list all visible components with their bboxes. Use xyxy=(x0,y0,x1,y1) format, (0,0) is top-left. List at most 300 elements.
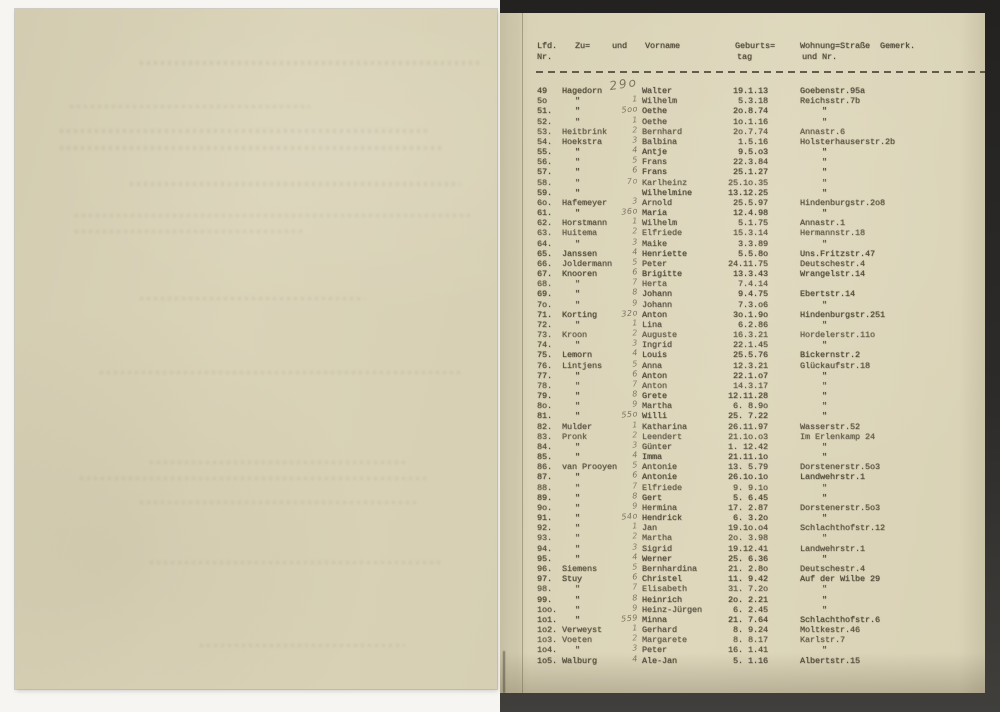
address-cell: Hindenburgstr.251 xyxy=(800,309,886,320)
header-lfd: Lfd. xyxy=(537,41,558,51)
firstname-cell: Gert xyxy=(642,492,663,503)
pencil-mark: 1 xyxy=(631,318,639,328)
bleedthrough-smudge xyxy=(150,561,440,564)
firstname-cell: Imma xyxy=(642,452,663,463)
pencil-mark: 32o xyxy=(620,307,639,319)
pencil-mark: 4 xyxy=(631,653,639,664)
row-number: 69. xyxy=(537,289,553,300)
birthdate-cell: 25. 7.22 xyxy=(727,411,768,422)
birthdate-cell: 2o.7.74 xyxy=(732,126,768,137)
surname-cell: " xyxy=(575,340,581,351)
row-number: 73. xyxy=(537,330,553,341)
row-number: 75. xyxy=(537,350,553,361)
firstname-cell: Anton xyxy=(642,309,668,320)
table-row xyxy=(500,513,985,523)
row-number: 97. xyxy=(537,574,553,585)
table-row xyxy=(500,391,985,401)
birthdate-cell: 12.11.28 xyxy=(727,391,768,402)
address-cell: Bickernstr.2 xyxy=(800,350,861,361)
birthdate-cell: 21.1o.o3 xyxy=(727,431,768,442)
address-cell: Wrangelstr.14 xyxy=(800,269,866,280)
pencil-mark: 1 xyxy=(631,623,639,633)
pencil-mark: 3 xyxy=(631,135,639,145)
row-number: 72. xyxy=(537,319,553,330)
table-row xyxy=(500,106,985,116)
surname-cell: Lemorn xyxy=(562,350,593,361)
address-cell: " xyxy=(822,492,828,503)
surname-cell: " xyxy=(575,370,581,381)
surname-cell: Pronk xyxy=(562,431,588,442)
birthdate-cell: 17. 2.87 xyxy=(727,502,768,513)
birthdate-cell: 5. 1.16 xyxy=(732,655,768,666)
row-number: 66. xyxy=(537,258,553,269)
bleedthrough-smudge xyxy=(140,61,480,65)
table-row xyxy=(500,137,985,147)
pencil-mark: 7 xyxy=(631,379,639,389)
surname-cell: " xyxy=(575,604,581,615)
row-number: 9o. xyxy=(537,502,553,513)
firstname-cell: Ingrid xyxy=(642,340,673,351)
table-row xyxy=(500,188,985,198)
pencil-mark: 5 xyxy=(631,460,639,470)
row-number: 7o. xyxy=(537,299,553,310)
surname-cell: " xyxy=(575,472,581,483)
row-number: 53. xyxy=(537,126,553,137)
firstname-cell: Antonie xyxy=(642,472,678,483)
surname-cell: " xyxy=(575,584,581,595)
firstname-cell: Elfriede xyxy=(642,228,683,239)
birthdate-cell: 3o.1.9o xyxy=(732,309,768,320)
address-cell: Wasserstr.52 xyxy=(800,421,861,432)
surname-cell: Voeten xyxy=(562,635,593,646)
address-cell: Goebenstr.95a xyxy=(800,86,866,96)
surname-cell: " xyxy=(575,238,581,249)
address-cell: " xyxy=(822,533,828,544)
surname-cell: " xyxy=(575,645,581,656)
row-number: 52. xyxy=(537,116,553,127)
row-number: 88. xyxy=(537,482,553,493)
surname-cell: Hafemeyer xyxy=(562,197,608,208)
birthdate-cell: 19.12.41 xyxy=(727,543,768,554)
table-row xyxy=(500,541,985,554)
pencil-mark: 5 xyxy=(631,358,639,369)
firstname-cell: Wilhelmine xyxy=(642,187,693,198)
header-wohnung-strasse: Wohnung=Straße xyxy=(800,41,871,51)
row-number: 99. xyxy=(537,594,553,605)
firstname-cell: Johann xyxy=(642,299,673,310)
firstname-cell: Anton xyxy=(642,380,668,391)
firstname-cell: Arnold xyxy=(642,197,673,208)
surname-cell: " xyxy=(575,411,581,422)
firstname-cell: Antje xyxy=(642,147,668,158)
surname-cell: " xyxy=(575,533,581,544)
address-cell: " xyxy=(822,594,828,605)
surname-cell: Knooren xyxy=(562,269,598,280)
table-row xyxy=(500,147,985,157)
bleedthrough-smudge xyxy=(140,501,420,504)
table-row xyxy=(500,208,985,218)
table-row xyxy=(500,592,985,605)
surname-cell: Joldermann xyxy=(562,258,613,269)
firstname-cell: Hendrick xyxy=(642,513,683,524)
birthdate-cell: 19.1o.o4 xyxy=(727,523,768,534)
address-cell: Auf der Wilbe 29 xyxy=(800,574,881,585)
birthdate-cell: 7.3.o6 xyxy=(737,299,768,310)
surname-cell: Mulder xyxy=(562,421,593,432)
table-row xyxy=(500,602,985,615)
surname-cell: " xyxy=(575,401,581,412)
address-cell: " xyxy=(822,401,828,412)
firstname-cell: Sigrid xyxy=(642,543,673,554)
table-row xyxy=(500,368,985,381)
surname-cell: Heitbrink xyxy=(562,126,608,137)
surname-cell: " xyxy=(575,523,581,534)
surname-cell: " xyxy=(575,553,581,564)
firstname-cell: Oethe xyxy=(642,106,668,117)
surname-cell: " xyxy=(575,96,581,107)
birthdate-cell: 6.2.86 xyxy=(737,319,768,330)
row-number: 1oo. xyxy=(537,604,558,615)
firstname-cell: Lina xyxy=(642,319,663,330)
birthdate-cell: 16. 1.41 xyxy=(727,645,768,656)
birthdate-cell: 2o. 3.98 xyxy=(727,533,768,544)
pencil-mark: 7 xyxy=(631,480,639,491)
firstname-cell: Walter xyxy=(642,86,673,96)
birthdate-cell: 12.3.21 xyxy=(732,360,768,371)
address-cell: Hordelerstr.11o xyxy=(800,330,876,341)
address-cell: " xyxy=(822,604,828,615)
firstname-cell: Martha xyxy=(642,533,673,544)
bleedthrough-smudge xyxy=(150,461,405,464)
surname-cell: " xyxy=(575,391,581,402)
row-number: 79. xyxy=(537,391,553,402)
table-row xyxy=(500,653,985,666)
header-nr: Nr. xyxy=(537,52,553,62)
table-row xyxy=(500,564,985,574)
pencil-mark: 4 xyxy=(631,552,639,562)
firstname-cell: Ale-Jan xyxy=(642,655,678,666)
row-number: 1o3. xyxy=(537,635,558,646)
address-cell: " xyxy=(822,380,828,391)
firstname-cell: Louis xyxy=(642,350,668,361)
firstname-cell: Leendert xyxy=(642,431,683,442)
table-row xyxy=(500,358,985,371)
address-cell: Landwehrstr.1 xyxy=(800,472,866,483)
row-number: 86. xyxy=(537,462,553,473)
birthdate-cell: 25.5.97 xyxy=(732,197,768,208)
table-row xyxy=(500,574,985,584)
birthdate-cell: 2o.8.74 xyxy=(732,106,768,117)
birthdate-cell: 21. 2.8o xyxy=(727,563,768,574)
surname-cell: " xyxy=(575,594,581,605)
address-cell: " xyxy=(822,553,828,564)
row-number: 1o4. xyxy=(537,645,558,656)
row-number: 76. xyxy=(537,360,553,371)
firstname-cell: Elfriede xyxy=(642,482,683,493)
address-cell: Dorstenerstr.5o3 xyxy=(800,502,881,513)
firstname-cell: Gerhard xyxy=(642,625,678,635)
pencil-mark: 6 xyxy=(631,470,639,481)
row-number: 74. xyxy=(537,340,553,351)
row-number: 58. xyxy=(537,177,553,188)
surname-cell: Stuy xyxy=(562,574,583,585)
table-row xyxy=(500,307,985,320)
pencil-mark: 1 xyxy=(631,419,639,430)
firstname-cell: Heinrich xyxy=(642,594,683,605)
surname-cell: " xyxy=(575,492,581,503)
pencil-mark: 2 xyxy=(631,633,639,643)
pencil-mark: 36o xyxy=(620,206,639,217)
firstname-cell: Henriette xyxy=(642,248,688,259)
pencil-mark: 559 xyxy=(620,613,639,624)
surname-cell: " xyxy=(575,157,581,168)
pencil-mark: 2 xyxy=(631,124,639,135)
surname-cell: Walburg xyxy=(562,655,598,666)
header-zuname: Zu= xyxy=(575,41,591,51)
firstname-cell: Karlheinz xyxy=(642,177,688,188)
birthdate-cell: 1. 12.42 xyxy=(727,441,768,452)
row-number: 89. xyxy=(537,492,553,503)
row-number: 96. xyxy=(537,563,553,574)
table-row xyxy=(500,228,985,238)
birthdate-cell: 2o. 2.21 xyxy=(727,594,768,605)
firstname-cell: Hermina xyxy=(642,502,678,513)
pencil-mark: 2 xyxy=(631,429,639,440)
surname-cell: " xyxy=(575,441,581,452)
firstname-cell: Christel xyxy=(642,574,683,585)
bleedthrough-smudge xyxy=(80,477,430,480)
row-number: 1o5. xyxy=(537,655,558,666)
birthdate-cell: 14.3.17 xyxy=(732,380,768,391)
address-cell: Annastr.1 xyxy=(800,218,846,229)
row-number: 78. xyxy=(537,380,553,391)
address-cell: Im Erlenkamp 24 xyxy=(800,431,876,442)
bleedthrough-smudge xyxy=(200,644,405,647)
surname-cell: " xyxy=(575,319,581,330)
firstname-cell: Frans xyxy=(642,167,668,178)
birthdate-cell: 31. 7.2o xyxy=(727,584,768,595)
row-number: 51. xyxy=(537,106,553,117)
birthdate-cell: 13. 5.79 xyxy=(727,462,768,473)
row-number: 56. xyxy=(537,157,553,168)
table-row xyxy=(500,269,985,279)
address-cell: " xyxy=(822,299,828,310)
pencil-mark: 6 xyxy=(631,165,639,176)
table-row xyxy=(500,452,985,462)
address-cell: Annastr.6 xyxy=(800,126,846,137)
birthdate-cell: 24.11.75 xyxy=(727,258,768,269)
firstname-cell: Wilhelm xyxy=(642,218,678,229)
birthdate-cell: 5. 6.45 xyxy=(732,492,768,503)
row-number: 68. xyxy=(537,279,553,290)
bleedthrough-smudge xyxy=(140,297,365,300)
birthdate-cell: 13.12.25 xyxy=(727,187,768,198)
row-number: 92. xyxy=(537,523,553,534)
pencil-mark: 3 xyxy=(631,236,639,247)
firstname-cell: Peter xyxy=(642,258,668,269)
firstname-cell: Bernhard xyxy=(642,126,683,137)
table-row xyxy=(500,584,985,594)
address-cell: Deutschestr.4 xyxy=(800,258,866,269)
row-number: 6o. xyxy=(537,197,553,208)
pencil-mark: 9 xyxy=(631,399,639,409)
pencil-mark: 5oo xyxy=(621,104,639,115)
address-cell: " xyxy=(822,452,828,463)
row-number: 83. xyxy=(537,431,553,442)
address-cell: " xyxy=(822,167,828,178)
address-cell: Moltkestr.46 xyxy=(800,625,861,635)
table-row xyxy=(500,350,985,360)
row-number: 65. xyxy=(537,248,553,259)
birthdate-cell: 9.4.75 xyxy=(737,289,768,300)
address-cell: " xyxy=(822,584,828,595)
pencil-mark: 3 xyxy=(631,643,639,653)
firstname-cell: Katharina xyxy=(642,421,688,432)
pencil-mark: 5 xyxy=(631,257,639,267)
pencil-mark: 6 xyxy=(631,572,639,582)
firstname-cell: Oethe xyxy=(642,116,668,127)
pencil-mark: 1 xyxy=(631,94,639,104)
pencil-mark: 8 xyxy=(631,287,639,298)
birthdate-cell: 21.11.1o xyxy=(727,452,768,463)
table-row xyxy=(500,157,985,167)
address-cell: Landwehrstr.1 xyxy=(800,543,866,554)
table-row xyxy=(500,419,985,432)
surname-cell: " xyxy=(575,106,581,117)
firstname-cell: Balbina xyxy=(642,136,678,147)
row-number: 71. xyxy=(537,309,553,320)
birthdate-cell: 22.1.45 xyxy=(732,340,768,351)
table-row xyxy=(500,401,985,411)
bleedthrough-smudge xyxy=(60,129,430,133)
pencil-mark: 4 xyxy=(631,450,639,460)
address-cell: Ebertstr.14 xyxy=(800,289,856,300)
firstname-cell: Willi xyxy=(642,411,668,422)
address-cell: " xyxy=(822,177,828,188)
bleedthrough-smudge xyxy=(60,146,445,150)
birthdate-cell: 5.1.75 xyxy=(737,218,768,229)
birthdate-cell: 9. 9.1o xyxy=(732,482,768,493)
register-page xyxy=(500,13,985,693)
table-row xyxy=(500,462,985,472)
pencil-mark: 5 xyxy=(631,562,639,572)
surname-cell: " xyxy=(575,502,581,513)
birthdate-cell: 26.11.97 xyxy=(727,421,768,432)
firstname-cell: Brigitte xyxy=(642,269,683,280)
birthdate-cell: 25.1.27 xyxy=(732,167,768,178)
birthdate-cell: 25.5.76 xyxy=(732,350,768,361)
row-number: 61. xyxy=(537,208,553,219)
surname-cell: " xyxy=(575,482,581,493)
row-number: 85. xyxy=(537,452,553,463)
bleedthrough-smudge xyxy=(75,230,305,233)
birthdate-cell: 19.1.13 xyxy=(732,86,768,96)
table-row xyxy=(500,533,985,543)
birthdate-cell: 22.3.84 xyxy=(732,157,768,168)
birthdate-cell: 15.3.14 xyxy=(732,228,768,239)
address-cell: " xyxy=(822,441,828,452)
birthdate-cell: 3.3.89 xyxy=(737,238,768,249)
firstname-cell: Peter xyxy=(642,645,668,656)
address-cell: Uns.Fritzstr.47 xyxy=(800,248,876,259)
address-cell: Schlachthofstr.12 xyxy=(800,523,886,534)
surname-cell: " xyxy=(575,289,581,300)
table-row xyxy=(500,114,985,127)
table-row xyxy=(500,289,985,299)
pencil-mark: 2 xyxy=(631,226,639,237)
pencil-mark: 3 xyxy=(631,338,639,348)
birthdate-cell: 1.5.16 xyxy=(737,136,768,147)
surname-cell: " xyxy=(575,187,581,198)
table-row xyxy=(500,635,985,645)
firstname-cell: Elisabeth xyxy=(642,584,688,595)
table-row xyxy=(500,124,985,137)
address-cell: " xyxy=(822,411,828,422)
row-number: 57. xyxy=(537,167,553,178)
address-cell: " xyxy=(822,147,828,158)
pencil-mark: 4 xyxy=(631,145,639,155)
bleedthrough-smudge xyxy=(70,105,310,108)
birthdate-cell: 13.3.43 xyxy=(732,269,768,280)
pencil-mark: 1 xyxy=(631,521,639,531)
pencil-mark: 7 xyxy=(631,582,639,592)
birthdate-cell: 6. 3.2o xyxy=(732,513,768,524)
row-number: 8o. xyxy=(537,401,553,412)
birthdate-cell: 26.1o.1o xyxy=(727,472,768,483)
pencil-mark: 2 xyxy=(631,531,639,542)
surname-cell: " xyxy=(575,208,581,219)
pencil-mark: 4 xyxy=(631,348,639,359)
header-vorname: Vorname xyxy=(645,41,681,51)
birthdate-cell: 12.4.98 xyxy=(732,208,768,219)
pencil-mark: 29o xyxy=(608,74,639,94)
firstname-cell: Anna xyxy=(642,360,663,371)
birthdate-cell: 25.1o.35 xyxy=(727,177,768,188)
surname-cell: " xyxy=(575,279,581,290)
birthdate-cell: 16.3.21 xyxy=(732,330,768,341)
header-bemerkung: Gemerk. xyxy=(880,41,916,51)
address-cell: Albertstr.15 xyxy=(800,655,861,666)
pencil-mark: 8 xyxy=(631,389,639,399)
birthdate-cell: 5.3.18 xyxy=(737,96,768,107)
pencil-mark: 6 xyxy=(631,368,639,379)
left-blank-page xyxy=(15,9,497,689)
address-cell: " xyxy=(822,157,828,168)
firstname-cell: Jan xyxy=(642,523,658,534)
address-cell: Schlachthofstr.6 xyxy=(800,614,881,625)
table-row xyxy=(500,246,985,259)
table-row xyxy=(500,503,985,513)
surname-cell: " xyxy=(575,380,581,391)
table-row xyxy=(500,259,985,269)
firstname-cell: Bernhardina xyxy=(642,563,698,574)
row-number: 1o2. xyxy=(537,625,558,635)
pencil-mark: 1 xyxy=(631,216,639,226)
firstname-cell: Martha xyxy=(642,401,673,412)
birthdate-cell: 11. 9.42 xyxy=(727,574,768,585)
pencil-mark: 3 xyxy=(631,196,639,206)
pencil-mark: 9 xyxy=(631,602,639,613)
surname-cell: " xyxy=(575,452,581,463)
table-row xyxy=(500,320,985,330)
pencil-mark: 54o xyxy=(620,511,639,522)
row-number: 81. xyxy=(537,411,553,422)
surname-cell: Hagedorn xyxy=(562,86,603,96)
birthdate-cell: 8. 9.24 xyxy=(732,625,768,635)
row-number: 77. xyxy=(537,370,553,381)
firstname-cell: Margarete xyxy=(642,635,688,646)
birthdate-cell: 21. 7.64 xyxy=(727,614,768,625)
